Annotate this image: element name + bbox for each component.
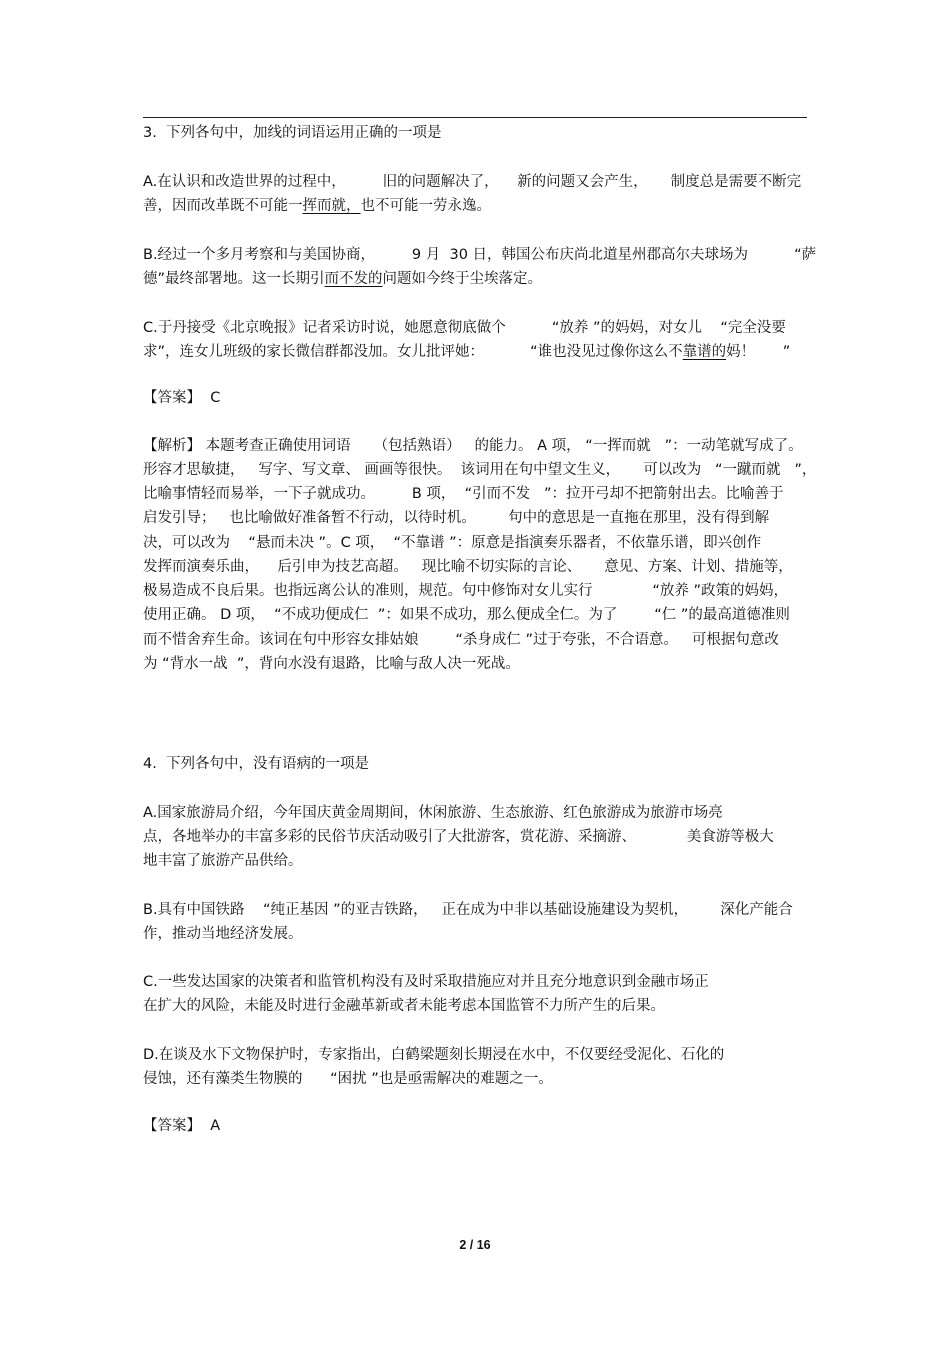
q3-b-text-end: 问题如今终于尘埃落定。 [382, 271, 543, 287]
q3-b-underlined: 而不发的 [324, 271, 383, 287]
q3-answer: 【答案】 C [143, 390, 221, 406]
q3-option-c-line2 [143, 340, 808, 365]
q3-explanation-line: 发挥而演奏乐曲， 后引申为技艺高超。 现比喻不切实际的言论、 意见、方案、计划、措施等， [143, 559, 793, 575]
q4-option-d-line: 侵蚀，还有藻类生物膜的 “困扰 ”也是亟需解决的难题之一。 [143, 1071, 553, 1087]
q3-a-text: 善，因而改革既不可能一 [143, 198, 303, 214]
q4-option-b-line: B.具有中国铁路 “纯正基因 ”的亚吉铁路， 正在成为中非以基础设施建设为契机， 深化产能合 [143, 902, 793, 918]
q3-explanation-line: 使用正确。 D 项， “不成功便成仁 ”：如果不成功，那么便成全仁。为了 “仁 ”的最高道德准则 [143, 607, 790, 623]
q3-option-a-line1: A.在认识和改造世界的过程中， 旧的问题解决了， 新的问题又会产生， 制度总是需要不断完 [143, 174, 802, 190]
q4-stem: 4. 下列各句中，没有语病的一项是 [143, 756, 370, 772]
q4-option-a-line: A.国家旅游局介绍，今年国庆黄金周期间，休闲旅游、生态旅游、红色旅游成为旅游市场亮 [143, 805, 723, 821]
q3-explanation-line: 决，可以改为 “悬而未决 ”。C 项， “不靠谱 ”：原意是指演奏乐器者，不依靠乐谱，即兴创作 [143, 535, 762, 551]
q3-explanation-line: 形容才思敏捷， 写字、写文章、 画画等很快。 该词用在句中望文生义， 可以改为 “一蹴而就 ”， [143, 462, 817, 478]
q3-c-underlined: 靠谱的 [682, 344, 727, 360]
q3-a-text-end: 也不可能一劳永逸。 [360, 198, 491, 214]
q4-option-c-line: 在扩大的风险，未能及时进行金融革新或者未能考虑本国监管不力所产生的后果。 [143, 998, 665, 1014]
q4-option-c-line: C.一些发达国家的决策者和监管机构没有及时采取措施应对并且充分地意识到金融市场正 [143, 974, 709, 990]
q3-option-a-line2 [143, 194, 808, 219]
q3-explanation-line: 极易造成不良后果。也指远离公认的准则，规范。句中修饰对女儿实行 “放养 ”政策的妈妈， [143, 583, 789, 599]
header-rule [143, 117, 807, 118]
q3-c-text: 求”，连女儿班级的家长微信群都没加。女儿批评她： “谁也没见过像你这么不 [143, 344, 683, 360]
q3-explanation-line: 而不惜舍弃生命。该词在句中形容女排姑娘 “杀身成仁 ”过于夸张，不合语意。 可根据句意改 [143, 632, 779, 648]
q4-answer: 【答案】 A [143, 1118, 221, 1134]
q3-explanation-line: 启发引导； 也比喻做好准备暂不行动，以待时机。 句中的意思是一直拖在那里，没有得到解 [143, 510, 770, 526]
q3-stem: 3. 下列各句中，加线的词语运用正确的一项是 [143, 125, 442, 141]
q3-a-underlined: 挥而就， [302, 198, 361, 214]
q3-explanation-line: 为 “背水一战 ”，背向水没有退路，比喻与敌人决一死战。 [143, 656, 520, 672]
q3-explanation-line: 比喻事情轻而易举，一下子就成功。 B 项， “引而不发 ”：拉开弓却不把箭射出去。比喻善于 [143, 486, 784, 502]
q4-option-a-line: 地丰富了旅游产品供给。 [143, 853, 303, 869]
q3-option-b-line2 [143, 267, 808, 292]
q3-c-text-end: 妈！ ” [726, 344, 791, 360]
q4-option-b-line: 作，推动当地经济发展。 [143, 926, 303, 942]
q3-option-b-line1: B.经过一个多月考察和与美国协商， 9 月 30 日，韩国公布庆尚北道星州郡高尔夫球场为 “萨 [143, 247, 817, 263]
q4-option-d-line: D.在谈及水下文物保护时，专家指出，白鹤梁题刻长期浸在水中，不仅要经受泥化、石化的 [143, 1047, 725, 1063]
q4-option-a-line: 点，各地举办的丰富多彩的民俗节庆活动吸引了大批游客，赏花游、采摘游、 美食游等极大 [143, 829, 774, 845]
page-number: 2 / 16 [459, 1238, 491, 1252]
q3-option-c-line1: C.于丹接受《北京晚报》记者采访时说，她愿意彻底做个 “放养 ”的妈妈，对女儿 “完全没要 [143, 320, 786, 336]
q3-explanation-line: 【解析】 本题考查正确使用词语 （包括熟语） 的能力。 A 项， “一挥而就 ”：一动笔就写成了。 [143, 438, 803, 454]
q3-b-text: 德”最终部署地。这一长期引 [143, 271, 325, 287]
